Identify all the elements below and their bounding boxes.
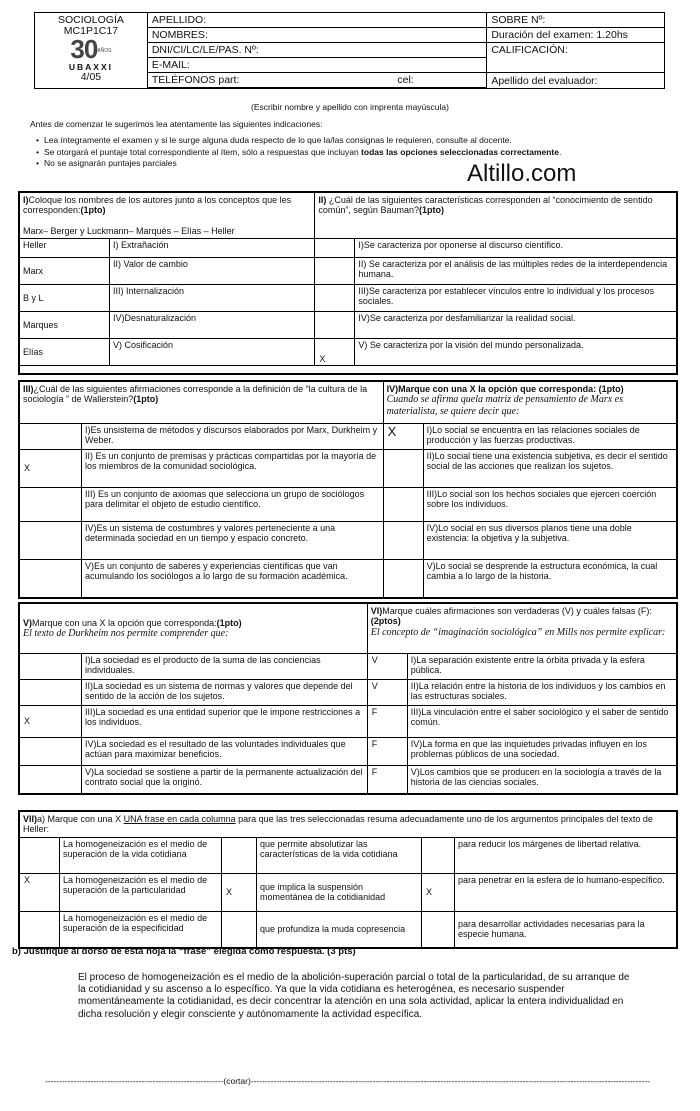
cel-label: cel: xyxy=(397,74,414,87)
q7-mark-col1[interactable]: X xyxy=(20,873,60,911)
course-code: MC1P1C17 xyxy=(63,25,119,38)
instructions-lead: Antes de comenzar le sugerimos lea atentamente las siguientes indicaciones: xyxy=(30,119,323,129)
q5-subtitle: El texto de Durkheim nos permite comprender que: xyxy=(23,627,229,639)
instruction-item: • Se otorgará el puntaje total correspondiente al ítem, sólo a respuestas que incluyan todas las opciones seleccionadas correctamente. xyxy=(36,148,670,158)
q3-mark[interactable] xyxy=(20,560,82,598)
q7-mark-col2[interactable] xyxy=(222,911,257,947)
telefonos-field[interactable] xyxy=(147,73,486,88)
q1-answer[interactable]: Elías xyxy=(20,339,110,366)
q6-option: V)Los cambios que se producen en la sociología a través de la historia de las ciencias sociales. xyxy=(407,766,676,794)
q4-mark[interactable] xyxy=(383,450,423,488)
q7-mark-col2[interactable]: X xyxy=(222,873,257,911)
q5-option: V)La sociedad se sostiene a partir de la permanente actualización del contrato social que la originó. xyxy=(82,766,368,794)
q3-mark[interactable] xyxy=(20,424,82,450)
q4-mark[interactable]: X xyxy=(383,424,423,450)
q2-option: III)Se caracteriza por establecer vínculos entre lo individual y los procesos sociales. xyxy=(355,285,677,312)
q7-option-col1: La homogeneización es el medio de superación de la vida cotidiana xyxy=(60,837,222,873)
logo-number: 30 xyxy=(70,34,98,65)
q7-option-col3: para penetrar en la esfera de lo humano-específico. xyxy=(455,873,677,911)
q7-option-col3: para reducir los márgenes de libertad relativa. xyxy=(455,837,677,873)
uba-logo: UBAXXI xyxy=(68,62,113,73)
q5-mark[interactable] xyxy=(20,680,82,706)
section-5-6 xyxy=(18,602,678,795)
logo-small: AÑOS xyxy=(97,48,112,55)
q1-concept: V) Cosificación xyxy=(110,339,315,366)
q1-concept: II) Valor de cambio xyxy=(110,258,315,285)
q6-option: III)La vinculación entre el saber sociológico y el saber de sentido común. xyxy=(407,706,676,738)
q7-mark-col2[interactable] xyxy=(222,837,257,873)
q1-answer[interactable]: B y L xyxy=(20,285,110,312)
q1-concept: I) Extrañación xyxy=(110,239,315,258)
q5-option: II)La sociedad es un sistema de normas y valores que depende del sentido de la acción de los sujetos. xyxy=(82,680,368,706)
q6-option: IV)La forma en que las inquietudes privadas influyen en los problemas públicos de una sociedad. xyxy=(407,738,676,766)
q3-option: III) Es un conjunto de axiomas que selecciona un grupo de sociólogos para delimitar el objeto de estudio científico. xyxy=(82,488,384,522)
q4-option: V)Lo social se desprende la estructura económica, la cual cambia a lo largo de la historia. xyxy=(423,560,676,598)
q2-mark[interactable]: X xyxy=(315,339,355,366)
q5-option: III)La sociedad es una entidad superior que le impone restricciones a los individuos. xyxy=(82,706,368,738)
telefonos-label: TELÉFONOS part: xyxy=(151,74,240,87)
q1-concept: III) Internalización xyxy=(110,285,315,312)
q6-mark[interactable]: F xyxy=(367,766,407,794)
dni-field[interactable]: DNI/CI/LC/LE/PAS. Nº: xyxy=(147,43,486,58)
q7-option-col2: que profundiza la muda copresencia xyxy=(257,911,422,947)
q3-title: III)¿Cuál de las siguientes afirmaciones corresponde a la definición de “la cultura de la sociología ” de Wallerstein?(1pto) xyxy=(20,382,384,424)
header-table xyxy=(34,12,665,89)
q2-option: V) Se caracteriza por la visión del mundo personalizada. xyxy=(355,339,677,366)
q7-option-col1: La homogeneización es el medio de superación de la particularidad xyxy=(60,873,222,911)
q3-mark[interactable]: X xyxy=(20,450,82,488)
q3-mark[interactable] xyxy=(20,522,82,560)
q4-option: I)Lo social se encuentra en las relaciones sociales de producción y las fuerzas productivas. xyxy=(423,424,676,450)
q2-option: IV)Se caracteriza por desfamiliarizar la realidad social. xyxy=(355,312,677,339)
q6-subtitle: El concepto de “imaginación sociológica” en Mills nos permite explicar: xyxy=(370,626,666,638)
q6-mark[interactable]: F xyxy=(367,738,407,766)
q1-title: I)Coloque los nombres de los autores junto a los conceptos que les corresponden:(1pto) Marx– Berger y Luckmann– Marqués – Elías – Heller xyxy=(20,193,315,239)
q4-option: III)Lo social son los hechos sociales que ejercen coerción sobre los individuos. xyxy=(423,488,676,522)
q6-mark[interactable]: V xyxy=(367,680,407,706)
q2-option: II) Se caracteriza por el análisis de las múltiples redes de la interdependencia humana. xyxy=(355,258,677,285)
q2-mark[interactable] xyxy=(315,285,355,312)
q2-mark[interactable] xyxy=(315,258,355,285)
q4-option: IV)Lo social en sus diversos planos tiene una doble existencia: la objetiva y la subjetiva. xyxy=(423,522,676,560)
q3-option: II) Es un conjunto de premisas y prácticas compartidas por la mayoría de los miembros de la comunidad sociológica. xyxy=(82,450,384,488)
q5-mark[interactable] xyxy=(20,738,82,766)
q2-mark[interactable] xyxy=(315,239,355,258)
q7-mark-col3[interactable]: X xyxy=(422,873,455,911)
calificacion-field: CALIFICACIÓN: xyxy=(487,43,665,73)
section-1-2 xyxy=(18,191,678,375)
q4-title: IV)Marque con una X la opción que corresponda: (1pto) Cuando se afirma quela matriz de pensamiento de Marx es materialista, se quiere decir que: xyxy=(383,382,676,424)
q2-mark[interactable] xyxy=(315,312,355,339)
q6-title: VI)Marque cuáles afirmaciones son verdaderas (V) y cuáles falsas (F):(2ptos) El concepto de “imaginación sociológica” en Mills nos permite explicar: xyxy=(367,604,676,654)
q8-title: b) Justifique al dorso de ésta hoja la “frase” elegida como respuesta. (3 pts) xyxy=(12,946,356,957)
instruction-item: • No se asignarán puntajes parciales xyxy=(36,159,670,169)
q7-option-col3: para desarrollar actividades necesarias para la especie humana. xyxy=(455,911,677,947)
q3-option: IV)Es un sistema de costumbres y valores perteneciente a una determinada sociedad en un tiempo y espacio concreto. xyxy=(82,522,384,560)
q4-mark[interactable] xyxy=(383,488,423,522)
q1-answer[interactable]: Marx xyxy=(20,258,110,285)
q7-title: VII)a) Marque con una X UNA frase en cada columna para que las tres seleccionadas resuma adecuadamente uno de los argumentos principales del texto de Heller: xyxy=(20,812,677,838)
evaluador-field: Apellido del evaluador: xyxy=(487,73,665,89)
q1-authors: Marx– Berger y Luckmann– Marqués – Elías – Heller xyxy=(23,225,235,236)
apellido-field[interactable]: APELLIDO: xyxy=(147,13,486,28)
section-3-4 xyxy=(18,380,678,599)
name-hint: (Escribir nombre y apellido con imprenta mayúscula) xyxy=(251,102,449,112)
q6-mark[interactable]: V xyxy=(367,654,407,680)
q1-concept: IV)Desnaturalización xyxy=(110,312,315,339)
q7-mark-col3[interactable] xyxy=(422,911,455,947)
q3-mark[interactable] xyxy=(20,488,82,522)
q4-mark[interactable] xyxy=(383,560,423,598)
q2-option: I)Se caracteriza por oponerse al discurso científico. xyxy=(355,239,677,258)
email-field[interactable]: E-MAIL: xyxy=(147,58,486,73)
q3-option: I)Es unsistema de métodos y discursos elaborados por Marx, Durkheim y Weber. xyxy=(82,424,384,450)
duration-label: Duración del examen: 1.20hs xyxy=(487,28,665,43)
q7-option-col2: que permite absolutizar las características de la vida cotidiana xyxy=(257,837,422,873)
section-7 xyxy=(18,810,678,949)
q5-mark[interactable]: X xyxy=(20,706,82,738)
q7-option-col1: La homogeneización es el medio de superación de la especificidad xyxy=(60,911,222,947)
anniversary-logo xyxy=(39,34,143,65)
cut-line: ---------------------------------------------------------------(cortar)--------------------------------------------------------------------------------------------------------------------------------------------- xyxy=(45,1077,650,1086)
q6-option: II)La relación entre la historia de los individuos y los cambios en las estructuras sociales. xyxy=(407,680,676,706)
page-number: 4/05 xyxy=(80,71,102,84)
logo-cell xyxy=(35,13,148,89)
q5-mark[interactable] xyxy=(20,766,82,794)
q6-option: I)La separación existente entre la órbita privada y la esfera pública. xyxy=(407,654,676,680)
q8-answer-text: El proceso de homogeneización es el medio de la abolición-superación parcial o total de la particularidad, de su arranque de la cotidianidad y su ascenso a lo específico. Ya que la vida cotidiana es heterogénea, es necesario suspender momentáneamente la cotidianidad, es decir concentrar la atención en una sola actividad, aplicar la entera individualidad en dicha resolución y elegir consciente y autónomamente la actividad específica. xyxy=(78,972,630,1020)
subject-label: SOCIOLOGÍA xyxy=(57,14,124,26)
q1-answer[interactable]: Marques xyxy=(20,312,110,339)
nombres-field[interactable]: NOMBRES: xyxy=(147,28,486,43)
q7-option-col2: que implica la suspensión momentánea de la cotidianidad xyxy=(257,873,422,911)
q7-mark-col1[interactable] xyxy=(20,911,60,947)
sobre-field: SOBRE Nº: xyxy=(487,13,665,28)
q7-mark-col3[interactable] xyxy=(422,837,455,873)
watermark: Altillo.com xyxy=(467,160,577,187)
q4-option: II)Lo social tiene una existencia subjetiva, es decir el sentido social de las acciones que realizan los sujetos. xyxy=(423,450,676,488)
q2-title: II) ¿Cuál de las siguientes características corresponden al “conocimiento de sentido común”, según Bauman?(1pto) xyxy=(315,193,677,239)
q1-answer[interactable]: Heller xyxy=(20,239,110,258)
q7-mark-col1[interactable] xyxy=(20,837,60,873)
q4-subtitle: Cuando se afirma quela matriz de pensamiento de Marx es materialista, se quiere decir que: xyxy=(386,394,623,417)
instruction-item: • Lea íntegramente el examen y si le surge alguna duda respecto de lo que la/las consignas le requieren, consulte al docente. xyxy=(36,136,670,146)
q5-mark[interactable] xyxy=(20,654,82,680)
q5-title: V)Marque con una X la opción que corresponda:(1pto) El texto de Durkheim nos permite comprender que: xyxy=(20,604,368,654)
q4-mark[interactable] xyxy=(383,522,423,560)
q5-option: I)La sociedad es el producto de la suma de las conciencias individuales. xyxy=(82,654,368,680)
q5-option: IV)La sociedad es el resultado de las voluntades individuales que actúan para maximizar beneficios. xyxy=(82,738,368,766)
q6-mark[interactable]: F xyxy=(367,706,407,738)
q3-option: V)Es un conjunto de saberes y experiencias científicas que van acumulando los sociólogos a lo largo de su formación académica. xyxy=(82,560,384,598)
